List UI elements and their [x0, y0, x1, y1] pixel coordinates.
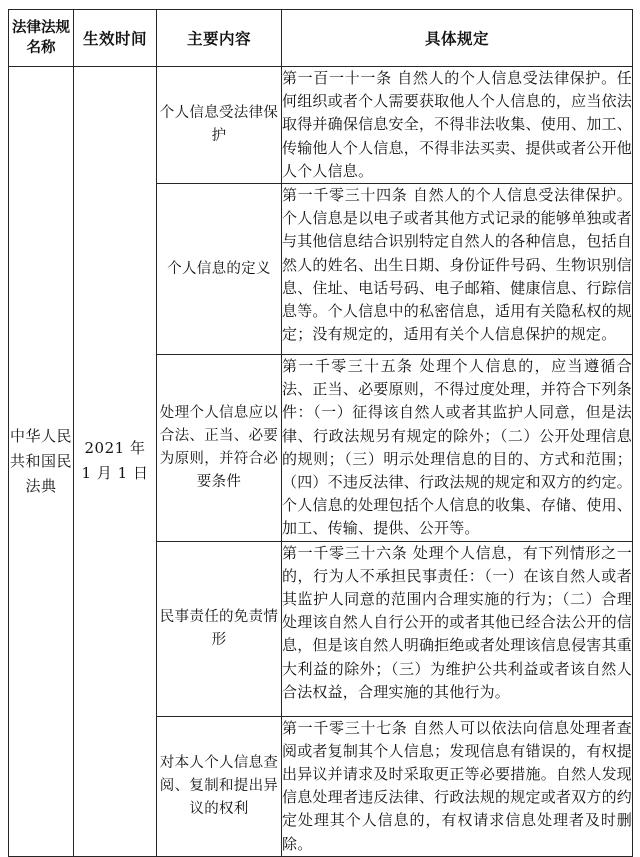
- column-header-specific-provision: 具体规定: [282, 10, 633, 67]
- cell-main-content: 个人信息受法律保护: [157, 67, 282, 184]
- table-body: [9, 67, 633, 857]
- cell-main-content: 民事责任的免责情形: [157, 541, 282, 716]
- cell-main-content: 个人信息的定义: [157, 184, 282, 355]
- table-header-row: [9, 10, 633, 67]
- cell-specific-provision: 第一百一十一条 自然人的个人信息受法律保护。任何组织或者个人需要获取他人个人信息的，应当依法取得并确保信息安全，不得非法收集、使用、加工、传输他人个人信息，不得非法买卖、提供或者公开他人个人信息。: [282, 67, 633, 184]
- cell-specific-provision: 第一千零三十七条 自然人可以依法向信息处理者查阅或者复制其个人信息；发现信息有错误的，有权提出异议并请求及时采取更正等必要措施。自然人发现信息处理者违反法律、行政法规的规定或者双方的约定处理其个人信息的，有权请求信息处理者及时删除。: [282, 716, 633, 856]
- column-header-law-name: 法律法规名称: [9, 10, 74, 67]
- column-header-effective-time: 生效时间: [74, 10, 157, 67]
- column-header-main-content: 主要内容: [157, 10, 282, 67]
- cell-law-name: 中华人民共和国民法典: [9, 67, 74, 857]
- cell-specific-provision: 第一千零三十五条 处理个人信息的，应当遵循合法、正当、必要原则，不得过度处理，并符合下列条件：（一）征得该自然人或者其监护人同意，但是法律、行政法规另有规定的除外；（二）公开处理信息的规则；（三）明示处理信息的目的、方式和范围；（四）不违反法律、行政法规的规定和双方的约定。个人信息的处理包括个人信息的收集、存储、使用、加工、传输、提供、公开等。: [282, 355, 633, 542]
- table-row: [9, 67, 633, 184]
- effective-date-year: 2021 年: [84, 439, 146, 458]
- law-regulation-table: [8, 9, 633, 857]
- cell-main-content: 对本人个人信息查阅、复制和提出异议的权利: [157, 716, 282, 856]
- cell-specific-provision: 第一千零三十六条 处理个人信息，有下列情形之一的，行为人不承担民事责任：（一）在该自然人或者其监护人同意的范围内合理实施的行为；（二）合理处理该自然人自行公开的或者其他已经合法公开的信息，但是该自然人明确拒绝或者处理该信息侵害其重大利益的除外；（三）为维护公共利益或者该自然人合法权益，合理实施的其他行为。: [282, 541, 633, 716]
- cell-effective-date: [74, 67, 157, 857]
- effective-date-monthday: 1 月 1 日: [81, 464, 149, 483]
- table-header: [9, 10, 633, 67]
- cell-main-content: 处理个人信息应以合法、正当、必要为原则，并符合必要条件: [157, 355, 282, 542]
- cell-specific-provision: 第一千零三十四条 自然人的个人信息受法律保护。个人信息是以电子或者其他方式记录的能够单独或者与其他信息结合识别特定自然人的各种信息，包括自然人的姓名、出生日期、身份证件号码、生物识别信息、住址、电话号码、电子邮箱、健康信息、行踪信息等。个人信息中的私密信息，适用有关隐私权的规定；没有规定的，适用有关个人信息保护的规定。: [282, 184, 633, 355]
